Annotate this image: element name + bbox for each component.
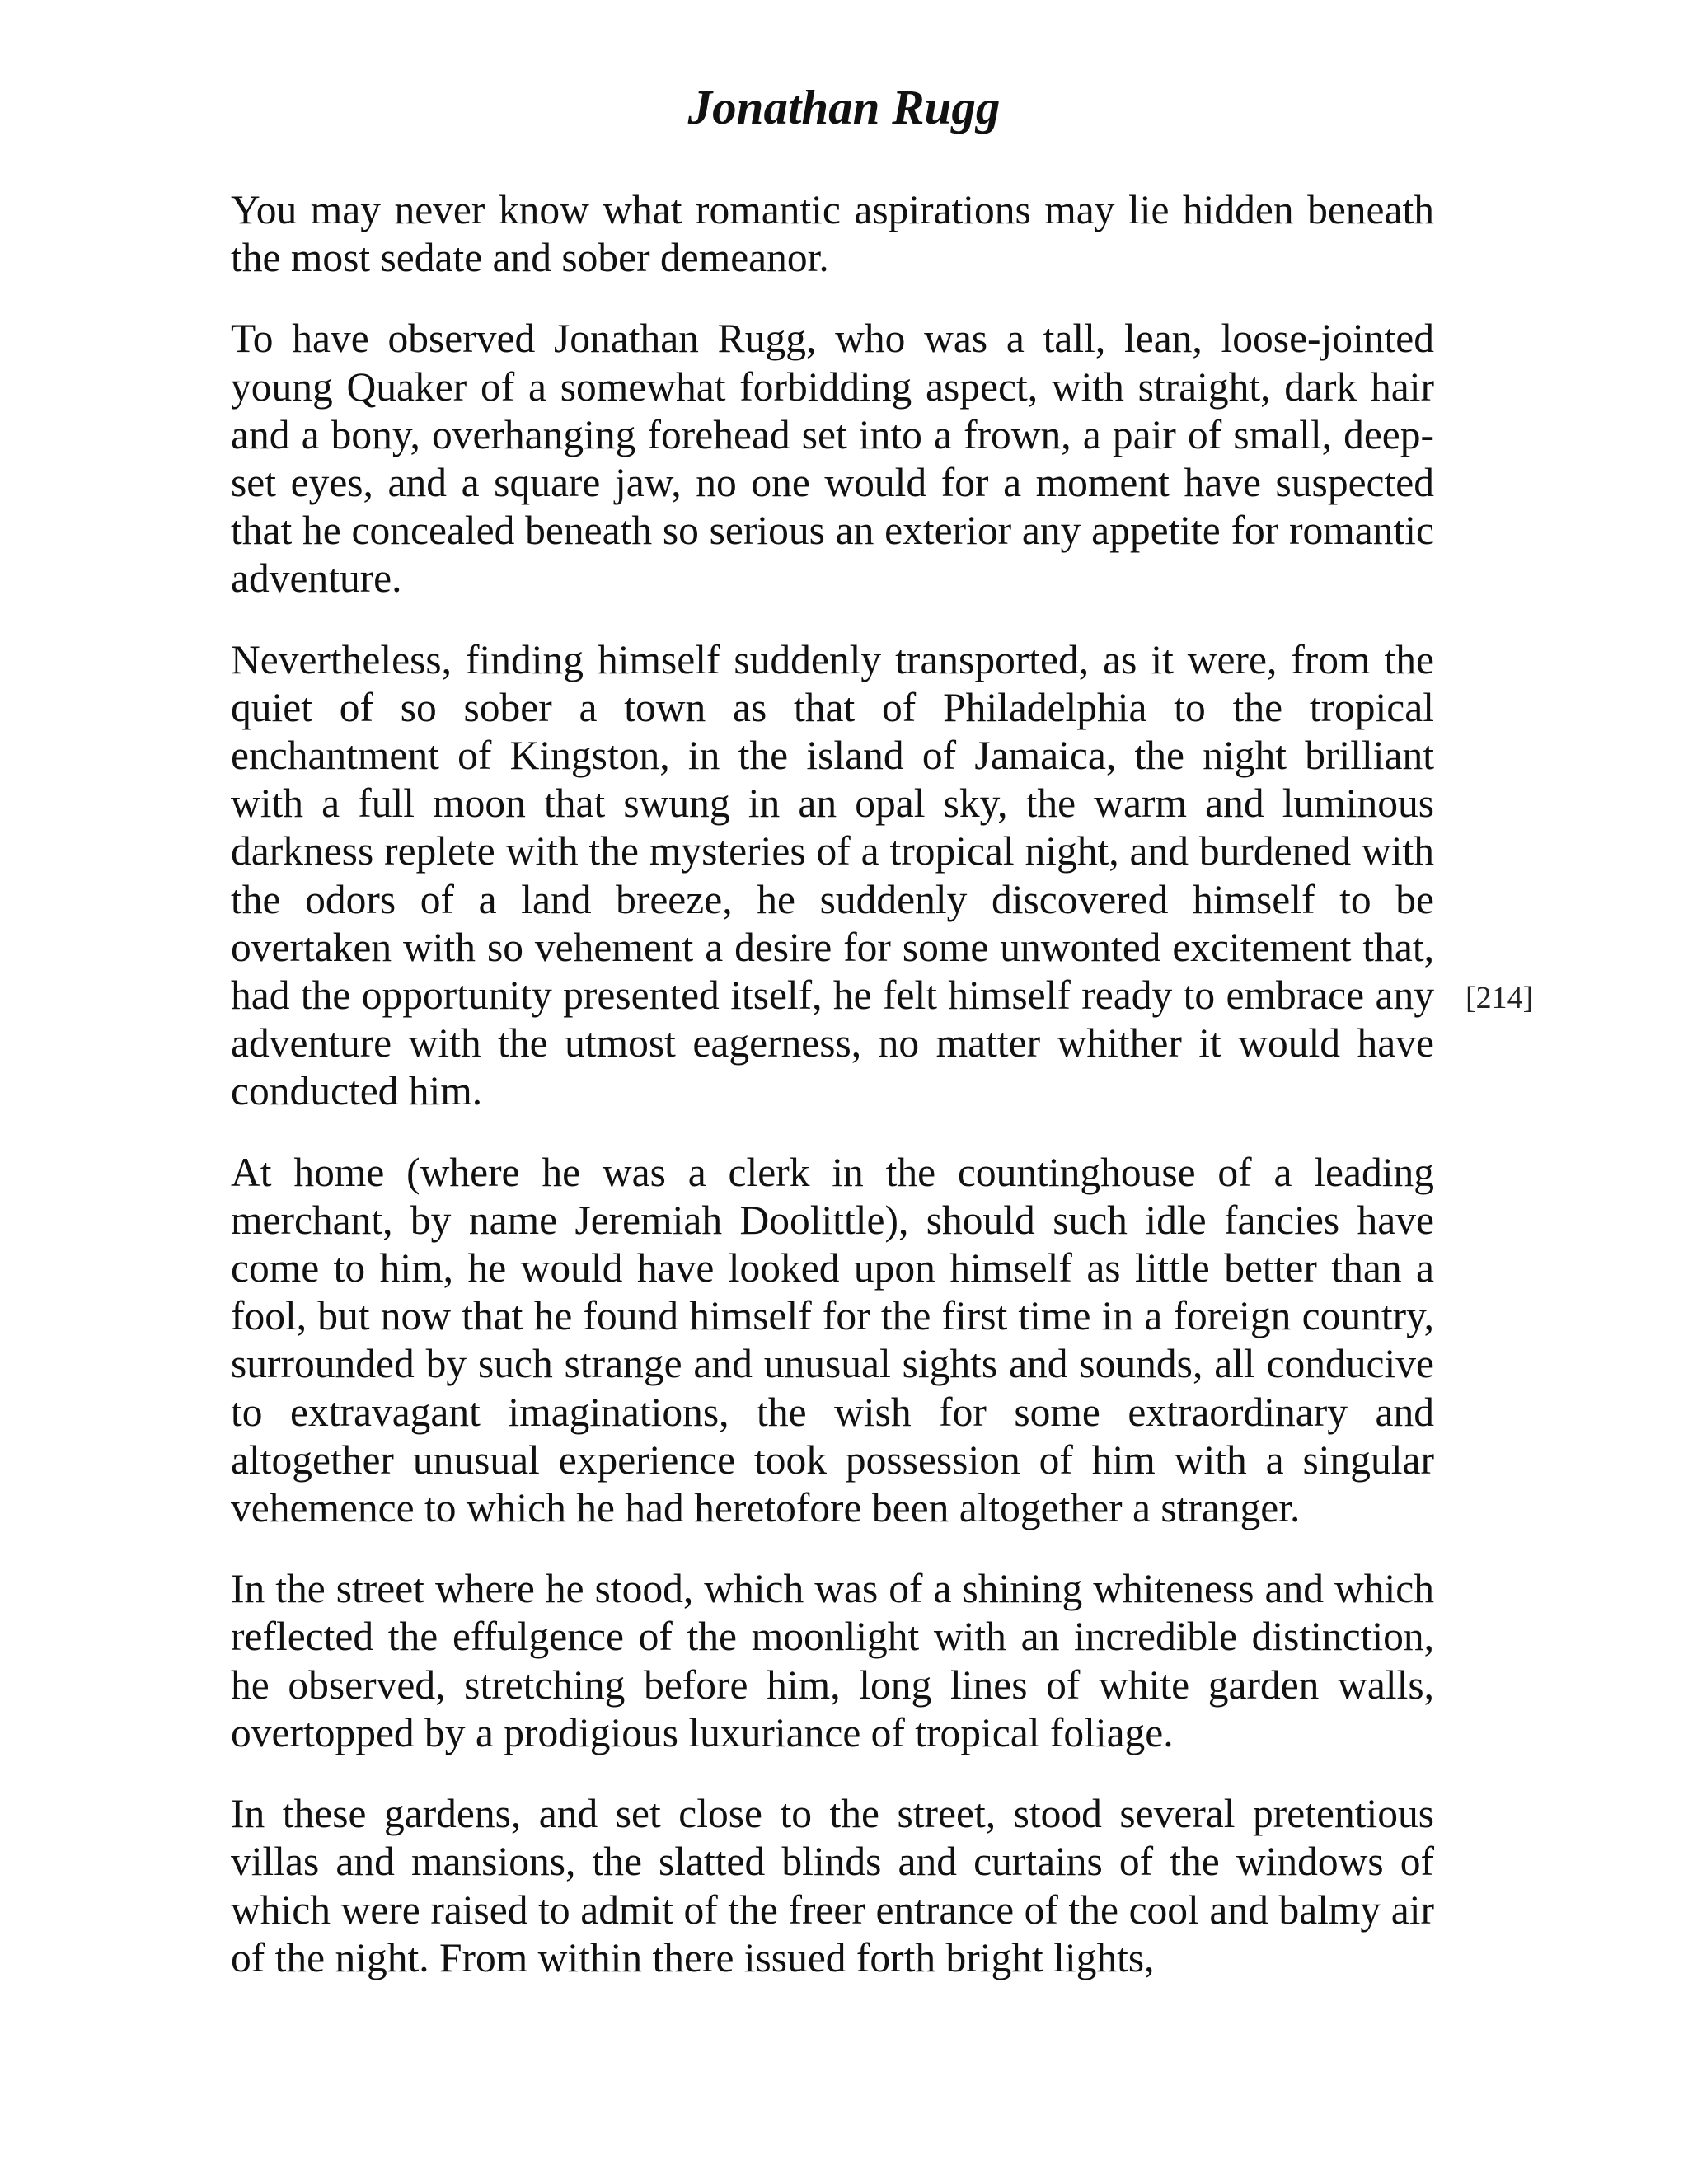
- paragraph: In the street where he stood, which was of a shining whiteness and which reflected the effulgence of the moonlight with an incredible distinction, he observed, stretching before him, long lines of white garden walls, overtopped by a prodigious luxuriance of tropical foliage.: [231, 1566, 1434, 1755]
- paragraph: At home (where he was a clerk in the countinghouse of a leading merchant, by name Jeremiah Doolittle), should such idle fancies have come to him, he would have looked upon himself as little better than a fool, but now that he found himself for the first time in a foreign country, surrounded by such strange and unusual sights and sounds, all conducive to extravagant imaginations, the wish for some extraordinary and altogether unusual experience took possession of him with a singular vehemence to which he had heretofore been altogether a stranger.: [231, 1149, 1434, 1531]
- paragraph: To have observed Jonathan Rugg, who was a tall, lean, loose-jointed young Quaker of a somewhat forbidding aspect, with straight, dark hair and a bony, overhanging forehead set into a frown, a pair of small, deep-set eyes, and a square jaw, no one would for a moment have suspected that he concealed beneath so serious an exterior any appetite for romantic adventure.: [231, 316, 1434, 602]
- paragraph: Nevertheless, finding himself suddenly transported, as it were, from the quiet of so sober a town as that of Philadelphia to the tropical enchantment of Kingston, in the island of Jamaica, the night brilliant with a full moon that swung in an opal sky, the warm and luminous darkness replete with the mysteries of a tropical night, and burdened with the odors of a land breeze, he suddenly discovered himself to be overtaken with so vehement a desire for some unwonted excitement that, had the opportunity presented itself, he felt himself ready to embrace any adventure with the utmost eagerness, no matter whither it would have conducted him.: [231, 636, 1434, 1114]
- paragraph: You may never know what romantic aspirations may lie hidden beneath the most sedate and sober demeanor.: [231, 187, 1434, 281]
- paragraph: In these gardens, and set close to the street, stood several pretentious villas and mansions, the slatted blinds and curtains of the windows of which were raised to admit of the freer entrance of the cool and balmy air of the night. From within there issued forth bright lights,: [231, 1791, 1434, 1980]
- chapter-title: Jonathan Rugg: [687, 80, 1001, 134]
- chapter-body: [231, 186, 1434, 2015]
- page-number-marker: [214]: [1465, 981, 1534, 1015]
